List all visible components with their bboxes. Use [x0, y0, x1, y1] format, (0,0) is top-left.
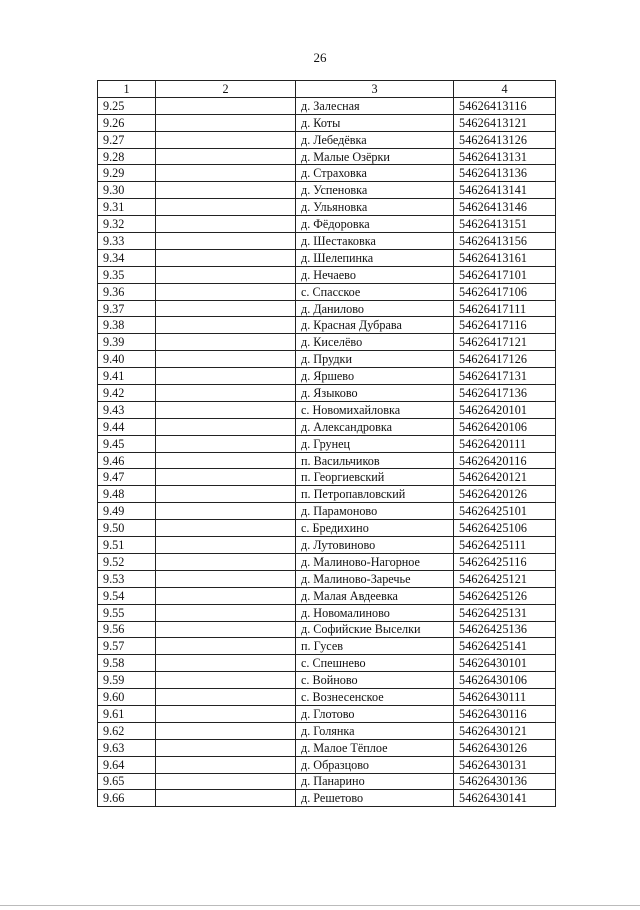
blank-cell	[156, 722, 296, 739]
blank-cell	[156, 182, 296, 199]
item-number-cell: 9.38	[98, 317, 156, 334]
item-number-cell: 9.30	[98, 182, 156, 199]
item-number-cell: 9.62	[98, 722, 156, 739]
blank-cell	[156, 672, 296, 689]
item-number-cell: 9.52	[98, 553, 156, 570]
oktmo-code-cell: 54626425126	[454, 587, 556, 604]
oktmo-code-cell: 54626430101	[454, 655, 556, 672]
blank-cell	[156, 351, 296, 368]
table-row	[98, 351, 556, 368]
oktmo-code-cell: 54626417101	[454, 266, 556, 283]
blank-cell	[156, 283, 296, 300]
settlement-name-cell: п. Гусев	[296, 638, 454, 655]
blank-cell	[156, 756, 296, 773]
blank-cell	[156, 503, 296, 520]
item-number-cell: 9.53	[98, 570, 156, 587]
blank-cell	[156, 604, 296, 621]
settlement-name-cell: д. Страховка	[296, 165, 454, 182]
item-number-cell: 9.51	[98, 537, 156, 554]
column-header-2: 2	[156, 81, 296, 98]
oktmo-code-cell: 54626413126	[454, 131, 556, 148]
oktmo-code-cell: 54626417116	[454, 317, 556, 334]
settlement-name-cell: с. Спасское	[296, 283, 454, 300]
settlement-name-cell: д. Малое Тёплое	[296, 739, 454, 756]
oktmo-code-cell: 54626417126	[454, 351, 556, 368]
blank-cell	[156, 216, 296, 233]
table-row	[98, 689, 556, 706]
oktmo-code-cell: 54626430136	[454, 773, 556, 790]
oktmo-code-cell: 54626425141	[454, 638, 556, 655]
item-number-cell: 9.46	[98, 452, 156, 469]
table-row	[98, 672, 556, 689]
blank-cell	[156, 790, 296, 807]
settlement-name-cell: с. Новомихайловка	[296, 401, 454, 418]
blank-cell	[156, 621, 296, 638]
blank-cell	[156, 165, 296, 182]
table-body	[98, 97, 556, 806]
header-row	[98, 81, 556, 98]
table-row	[98, 604, 556, 621]
blank-cell	[156, 638, 296, 655]
settlement-name-cell: д. Софийские Выселки	[296, 621, 454, 638]
table-row	[98, 182, 556, 199]
table-row	[98, 148, 556, 165]
settlement-name-cell: д. Данилово	[296, 300, 454, 317]
settlement-name-cell: с. Спешнево	[296, 655, 454, 672]
settlement-name-cell: д. Киселёво	[296, 334, 454, 351]
table-row	[98, 520, 556, 537]
item-number-cell: 9.47	[98, 469, 156, 486]
item-number-cell: 9.28	[98, 148, 156, 165]
settlement-name-cell: д. Малая Авдеевка	[296, 587, 454, 604]
oktmo-code-cell: 54626430106	[454, 672, 556, 689]
item-number-cell: 9.56	[98, 621, 156, 638]
table-row	[98, 300, 556, 317]
oktmo-code-cell: 54626420126	[454, 486, 556, 503]
blank-cell	[156, 739, 296, 756]
settlement-name-cell: д. Прудки	[296, 351, 454, 368]
item-number-cell: 9.39	[98, 334, 156, 351]
blank-cell	[156, 537, 296, 554]
item-number-cell: 9.60	[98, 689, 156, 706]
column-header-3: 3	[296, 81, 454, 98]
table-row	[98, 722, 556, 739]
oktmo-code-cell: 54626430111	[454, 689, 556, 706]
oktmo-code-cell: 54626417131	[454, 368, 556, 385]
item-number-cell: 9.49	[98, 503, 156, 520]
settlement-name-cell: д. Голянка	[296, 722, 454, 739]
oktmo-code-cell: 54626420106	[454, 418, 556, 435]
table-row	[98, 283, 556, 300]
table-row	[98, 334, 556, 351]
oktmo-code-cell: 54626420116	[454, 452, 556, 469]
table-row	[98, 756, 556, 773]
scan-edge-line	[0, 905, 640, 906]
page-number: 26	[313, 50, 327, 65]
item-number-cell: 9.64	[98, 756, 156, 773]
item-number-cell: 9.59	[98, 672, 156, 689]
blank-cell	[156, 148, 296, 165]
settlement-name-cell: д. Фёдоровка	[296, 216, 454, 233]
table-row	[98, 739, 556, 756]
item-number-cell: 9.40	[98, 351, 156, 368]
settlement-name-cell: с. Вознесенское	[296, 689, 454, 706]
table-header	[98, 81, 556, 98]
table-row	[98, 401, 556, 418]
oktmo-code-cell: 54626420101	[454, 401, 556, 418]
oktmo-code-cell: 54626425111	[454, 537, 556, 554]
oktmo-code-cell: 54626425106	[454, 520, 556, 537]
oktmo-code-cell: 54626413156	[454, 233, 556, 250]
item-number-cell: 9.55	[98, 604, 156, 621]
blank-cell	[156, 705, 296, 722]
oktmo-code-cell: 54626430131	[454, 756, 556, 773]
table-row	[98, 790, 556, 807]
settlement-name-cell: д. Языково	[296, 385, 454, 402]
item-number-cell: 9.36	[98, 283, 156, 300]
table-row	[98, 131, 556, 148]
blank-cell	[156, 266, 296, 283]
settlement-name-cell: д. Успеновка	[296, 182, 454, 199]
settlement-name-cell: д. Парамоново	[296, 503, 454, 520]
item-number-cell: 9.35	[98, 266, 156, 283]
item-number-cell: 9.66	[98, 790, 156, 807]
item-number-cell: 9.57	[98, 638, 156, 655]
table-row	[98, 655, 556, 672]
oktmo-code-cell: 54626430116	[454, 705, 556, 722]
oktmo-code-cell: 54626417106	[454, 283, 556, 300]
item-number-cell: 9.25	[98, 97, 156, 114]
column-header-4: 4	[454, 81, 556, 98]
oktmo-code-cell: 54626425131	[454, 604, 556, 621]
table-row	[98, 216, 556, 233]
blank-cell	[156, 199, 296, 216]
oktmo-code-cell: 54626425136	[454, 621, 556, 638]
blank-cell	[156, 570, 296, 587]
settlement-name-cell: д. Грунец	[296, 435, 454, 452]
blank-cell	[156, 469, 296, 486]
item-number-cell: 9.34	[98, 249, 156, 266]
blank-cell	[156, 655, 296, 672]
item-number-cell: 9.58	[98, 655, 156, 672]
table-row	[98, 773, 556, 790]
settlement-name-cell: д. Образцово	[296, 756, 454, 773]
item-number-cell: 9.61	[98, 705, 156, 722]
oktmo-code-cell: 54626420111	[454, 435, 556, 452]
blank-cell	[156, 249, 296, 266]
table-row	[98, 233, 556, 250]
settlement-name-cell: д. Лутовиново	[296, 537, 454, 554]
settlement-name-cell: д. Глотово	[296, 705, 454, 722]
item-number-cell: 9.63	[98, 739, 156, 756]
blank-cell	[156, 385, 296, 402]
item-number-cell: 9.54	[98, 587, 156, 604]
settlement-name-cell: д. Коты	[296, 114, 454, 131]
table-row	[98, 469, 556, 486]
settlement-name-cell: п. Георгиевский	[296, 469, 454, 486]
oktmo-code-cell: 54626413161	[454, 249, 556, 266]
settlement-name-cell: с. Бредихино	[296, 520, 454, 537]
table-row	[98, 537, 556, 554]
oktmo-code-cell: 54626420121	[454, 469, 556, 486]
oktmo-code-cell: 54626430126	[454, 739, 556, 756]
table-row	[98, 199, 556, 216]
blank-cell	[156, 520, 296, 537]
table-row	[98, 317, 556, 334]
blank-cell	[156, 114, 296, 131]
item-number-cell: 9.32	[98, 216, 156, 233]
blank-cell	[156, 401, 296, 418]
blank-cell	[156, 97, 296, 114]
settlements-table	[97, 80, 556, 807]
settlement-name-cell: д. Нечаево	[296, 266, 454, 283]
item-number-cell: 9.43	[98, 401, 156, 418]
item-number-cell: 9.41	[98, 368, 156, 385]
settlement-name-cell: п. Петропавловский	[296, 486, 454, 503]
oktmo-code-cell: 54626413146	[454, 199, 556, 216]
oktmo-code-cell: 54626430141	[454, 790, 556, 807]
blank-cell	[156, 486, 296, 503]
table-row	[98, 266, 556, 283]
settlement-name-cell: д. Залесная	[296, 97, 454, 114]
blank-cell	[156, 233, 296, 250]
blank-cell	[156, 368, 296, 385]
settlement-name-cell: д. Шелепинка	[296, 249, 454, 266]
table-row	[98, 165, 556, 182]
item-number-cell: 9.50	[98, 520, 156, 537]
table-row	[98, 368, 556, 385]
table-row	[98, 435, 556, 452]
oktmo-code-cell: 54626425101	[454, 503, 556, 520]
table-row	[98, 385, 556, 402]
oktmo-code-cell: 54626413131	[454, 148, 556, 165]
item-number-cell: 9.26	[98, 114, 156, 131]
table-row	[98, 249, 556, 266]
settlement-name-cell: д. Ульяновка	[296, 199, 454, 216]
oktmo-code-cell: 54626425116	[454, 553, 556, 570]
settlement-name-cell: д. Панарино	[296, 773, 454, 790]
column-header-1: 1	[98, 81, 156, 98]
item-number-cell: 9.42	[98, 385, 156, 402]
settlement-name-cell: с. Войново	[296, 672, 454, 689]
blank-cell	[156, 300, 296, 317]
item-number-cell: 9.45	[98, 435, 156, 452]
table-row	[98, 621, 556, 638]
item-number-cell: 9.44	[98, 418, 156, 435]
item-number-cell: 9.29	[98, 165, 156, 182]
table-row	[98, 570, 556, 587]
blank-cell	[156, 553, 296, 570]
settlement-name-cell: д. Малиново-Заречье	[296, 570, 454, 587]
oktmo-code-cell: 54626417121	[454, 334, 556, 351]
blank-cell	[156, 131, 296, 148]
item-number-cell: 9.31	[98, 199, 156, 216]
settlement-name-cell: д. Решетово	[296, 790, 454, 807]
oktmo-code-cell: 54626417111	[454, 300, 556, 317]
settlement-name-cell: п. Васильчиков	[296, 452, 454, 469]
item-number-cell: 9.37	[98, 300, 156, 317]
settlement-name-cell: д. Новомалиново	[296, 604, 454, 621]
table-row	[98, 97, 556, 114]
settlement-name-cell: д. Малиново-Нагорное	[296, 553, 454, 570]
item-number-cell: 9.48	[98, 486, 156, 503]
table-row	[98, 486, 556, 503]
settlement-name-cell: д. Красная Дубрава	[296, 317, 454, 334]
oktmo-code-cell: 54626413136	[454, 165, 556, 182]
oktmo-code-cell: 54626413141	[454, 182, 556, 199]
blank-cell	[156, 317, 296, 334]
settlement-name-cell: д. Александровка	[296, 418, 454, 435]
settlement-name-cell: д. Шестаковка	[296, 233, 454, 250]
blank-cell	[156, 435, 296, 452]
oktmo-code-cell: 54626425121	[454, 570, 556, 587]
settlement-name-cell: д. Лебедёвка	[296, 131, 454, 148]
oktmo-code-cell: 54626413151	[454, 216, 556, 233]
table-row	[98, 452, 556, 469]
oktmo-code-cell: 54626413116	[454, 97, 556, 114]
oktmo-code-cell: 54626417136	[454, 385, 556, 402]
blank-cell	[156, 418, 296, 435]
blank-cell	[156, 334, 296, 351]
table-row	[98, 705, 556, 722]
table-row	[98, 587, 556, 604]
settlement-name-cell: д. Малые Озёрки	[296, 148, 454, 165]
settlement-name-cell: д. Яршево	[296, 368, 454, 385]
table-row	[98, 503, 556, 520]
item-number-cell: 9.65	[98, 773, 156, 790]
table-row	[98, 114, 556, 131]
blank-cell	[156, 773, 296, 790]
item-number-cell: 9.27	[98, 131, 156, 148]
blank-cell	[156, 452, 296, 469]
blank-cell	[156, 587, 296, 604]
table-row	[98, 553, 556, 570]
oktmo-code-cell: 54626413121	[454, 114, 556, 131]
oktmo-code-cell: 54626430121	[454, 722, 556, 739]
table-row	[98, 638, 556, 655]
table-row	[98, 418, 556, 435]
blank-cell	[156, 689, 296, 706]
item-number-cell: 9.33	[98, 233, 156, 250]
